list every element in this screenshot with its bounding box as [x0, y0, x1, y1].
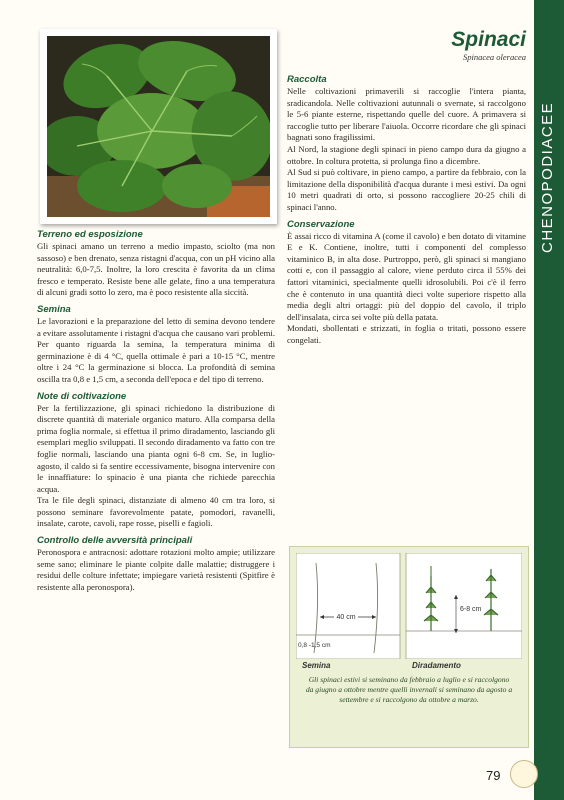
section-paragraph: È assai ricco di vitamina A (come il cavolo) e ben dotato di vitamine E e K. Contiene, inoltre, tutti i componenti del complesso vitaminico B, in alta dose. Purtroppo, però, gli spinaci si mangiano cotti e, con il passaggio al calore, viene perduto circa il 55% dei fattori vitaminici, specialmente quelli idrosolubili. Poi c'è il ferro che è contenuto in una quantità dieci volte superiore rispetto alla media degli altri ortaggi: più del doppio del cavolo, il triplo dell'insalata, circa sei volte più della patata.	[287, 230, 526, 322]
sowing-thinning-diagram	[296, 553, 522, 659]
plant-spacing-label: 6-8 cm	[460, 606, 482, 613]
section-semina	[37, 304, 275, 386]
section-paragraph: Gli spinaci amano un terreno a medio impasto, sciolto (ma non sassoso) e ben drenato, senza ristagni d'acqua, con un pH vicino alla neutralità: 6,0-7,5. Inoltre, la loro crescita è favorita da un clima fresco e temperato. Resiste bene alle gelate, fino a una temperatura di alcuni gradi sotto lo zero, ma è poco resistente alla siccità.	[37, 241, 275, 298]
diagram-note: Gli spinaci estivi si seminano da febbraio a luglio e si raccolgono da giugno a ottobre mentre quelli invernali si seminano da agosto a settembre e si raccolgono da ottobre a marzo.	[305, 675, 513, 704]
page-number: 79	[486, 768, 501, 783]
chapter-sidebar	[534, 0, 564, 800]
depth-label: 0,8 -1,5 cm	[298, 642, 331, 649]
section-heading: Conservazione	[287, 218, 355, 230]
section-heading: Note di coltivazione	[37, 390, 127, 402]
scientific-name: Spinacea oleracea	[462, 52, 526, 62]
chapter-label: CHENOPODIACEE	[539, 101, 556, 253]
section-heading: Raccolta	[287, 74, 327, 85]
section-paragraph: Al Nord, la stagione degli spinaci in pieno campo dura da giugno a ottobre. In coltura protetta, si prolunga fino a dicembre.	[287, 143, 526, 166]
left-column	[37, 229, 275, 598]
page-title: Spinaci	[451, 28, 526, 51]
section-note-coltivazione	[37, 391, 275, 531]
section-paragraph: Al Sud si può coltivare, in pieno campo, a partire da febbraio, con la limitazione della disponibilità d'acqua durante i mesi estivi. Da ogni 10 metri quadrati di orto, si possono raccogliere 20-25 chili di spinaci l'anno.	[287, 167, 526, 212]
section-paragraph: Nelle coltivazioni primaverili si raccoglie l'intera pianta, sradicandola. Nelle coltivazioni autunnali o svernate, si raccolgono le 5-6 piante esterne, rispettando quelle del cuore. A primavera si raccoglie tutto per liberare l'aiuola. Occorre ricordare che gli spinaci bagnati sono fragilissimi.	[287, 86, 526, 143]
spinach-leaves-illustration	[47, 36, 270, 217]
caption-thinning: Diradamento	[412, 661, 461, 670]
section-terreno	[37, 229, 275, 299]
caption-sowing: Semina	[302, 661, 331, 670]
section-raccolta	[287, 74, 526, 214]
sowing-diagram-box	[289, 546, 529, 748]
section-paragraph: Per la fertilizzazione, gli spinaci richiedono la distribuzione di discrete quantità di materiale organico maturo. Alla comparsa della prima foglia normale, si effettua il primo diradamento, lasciando gli esemplari meglio sviluppati. Il secondo diradamento va fatto con tre foglie normali, lasciando una pianta ogni 6-8 cm. Se, in luglio-agosto, il caldo si fa sentire eccessivamente, bisogna intervenire con le innaffiature: lo spinacio è una pianta che richiede parecchia acqua.	[37, 402, 275, 494]
decorative-emblem-icon	[510, 760, 538, 788]
right-column	[287, 74, 526, 351]
section-paragraph: Mondati, sbollentati e strizzati, in foglia o tritati, possono essere congelati.	[287, 323, 526, 345]
section-paragraph: Peronospora e antracnosi: adottare rotazioni molto ampie; utilizzare seme sano; eliminare le piante colpite dalle malattie; distruggere i residui delle colture infettate; impiegare varietà resistenti (Spitfire è resistente alla peronospora).	[37, 547, 275, 592]
section-paragraph: Le lavorazioni e la preparazione del letto di semina devono tendere a evitare assolutamente i ristagni d'acqua che causano vari problemi. Per quanto riguarda la semina, la temperatura minima di germinazione è di 4 °C, quella ottimale è pari a 10-15 °C, mentre oltre i 24 °C la germinazione si blocca. La profondità di semina oscilla tra 0,8 e 1,5 cm, a seconda dell'epoca e del tipo di terreno.	[37, 315, 275, 384]
section-conservazione	[287, 219, 526, 347]
section-avversita	[37, 535, 275, 593]
row-spacing-label: 40 cm	[336, 614, 356, 621]
section-heading: Terreno ed esposizione	[37, 229, 143, 240]
section-paragraph: Tra le file degli spinaci, distanziate di almeno 40 cm tra loro, si possono seminare favorevolmente patate, pomodori, ravanelli, insalate, carote, cavoli, rape rosse, piselli e fagioli.	[37, 495, 275, 529]
spinach-photo	[40, 29, 277, 224]
section-heading: Semina	[37, 303, 71, 315]
section-heading: Controllo delle avversità principali	[37, 535, 193, 547]
